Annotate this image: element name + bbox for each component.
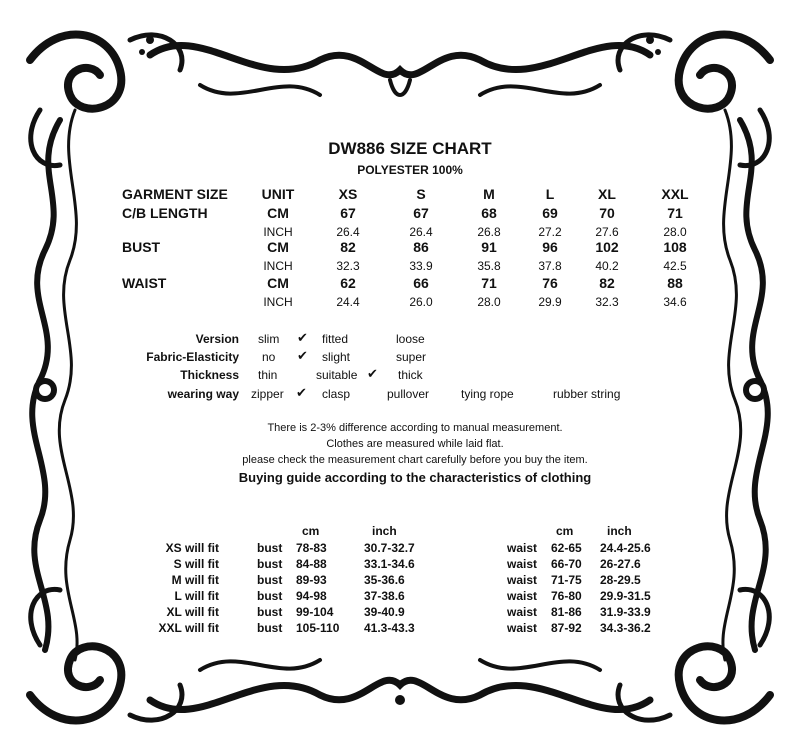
guide-header-inch: inch	[372, 524, 397, 538]
guide-bust-inch: 30.7-32.7	[364, 541, 415, 555]
guide-waist-inch: 29.9-31.5	[600, 589, 651, 603]
guide-header-cm: cm	[302, 524, 320, 538]
table-cell: 28.0	[663, 225, 687, 239]
guide-waist-inch: 31.9-33.9	[600, 605, 651, 619]
guide-bust-label: bust	[257, 589, 283, 603]
header-unit: UNIT	[261, 186, 295, 202]
row-label-cb-length: C/B LENGTH	[122, 205, 208, 221]
guide-waist-cm: 71-75	[551, 573, 582, 587]
table-cell: 67	[340, 205, 356, 221]
table-cell: 34.6	[663, 295, 687, 309]
table-cell: 26.4	[336, 225, 360, 239]
option-slim: slim	[258, 332, 280, 346]
table-cell: 26.8	[477, 225, 501, 239]
check-icon: ✔	[297, 330, 308, 345]
table-cell: 32.3	[595, 295, 619, 309]
option-loose: loose	[396, 332, 425, 346]
guide-waist-inch: 28-29.5	[600, 573, 641, 587]
guide-waist-inch: 26-27.6	[600, 557, 641, 571]
table-cell: 68	[481, 205, 497, 221]
table-cell: 28.0	[477, 295, 501, 309]
guide-size-label: XS will fit	[165, 541, 219, 555]
guide-size-label: S will fit	[173, 557, 219, 571]
guide-bust-cm: 99-104	[296, 605, 334, 619]
row-label-bust: BUST	[122, 239, 161, 255]
table-cell: 42.5	[663, 259, 687, 273]
guide-waist-label: waist	[507, 557, 538, 571]
option-rubber-string: rubber string	[553, 387, 621, 401]
option-slight: slight	[322, 350, 351, 364]
characteristic-label-elasticity: Fabric-Elasticity	[146, 350, 239, 364]
table-cell: 27.2	[538, 225, 562, 239]
check-icon: ✔	[297, 348, 308, 363]
material-label: POLYESTER 100%	[357, 163, 463, 177]
guide-waist-cm: 87-92	[551, 621, 582, 635]
table-cell: 32.3	[336, 259, 360, 273]
table-cell: 62	[340, 275, 356, 291]
option-fitted: fitted	[322, 332, 349, 346]
characteristic-label-wearing-way: wearing way	[167, 387, 239, 401]
note-laid-flat: Clothes are measured while laid flat.	[326, 438, 504, 450]
table-cell: 82	[599, 275, 615, 291]
option-no: no	[262, 350, 276, 364]
header-size-xl: XL	[598, 186, 616, 202]
row-unit: CM	[267, 239, 289, 255]
guide-bust-inch: 33.1-34.6	[364, 557, 415, 571]
option-tying-rope: tying rope	[461, 387, 514, 401]
table-cell: 82	[340, 239, 356, 255]
guide-header-inch-waist: inch	[607, 524, 632, 538]
guide-waist-inch: 34.3-36.2	[600, 621, 651, 635]
guide-bust-inch: 39-40.9	[364, 605, 405, 619]
guide-waist-label: waist	[507, 589, 538, 603]
guide-bust-cm: 78-83	[296, 541, 327, 555]
table-cell: 26.4	[409, 225, 433, 239]
guide-bust-inch: 37-38.6	[364, 589, 405, 603]
check-icon: ✔	[367, 366, 378, 381]
guide-waist-cm: 66-70	[551, 557, 582, 571]
table-cell: 108	[663, 239, 687, 255]
option-thin: thin	[258, 368, 278, 382]
table-cell: 71	[481, 275, 497, 291]
guide-header-cm-waist: cm	[556, 524, 574, 538]
note-check-chart: please check the measurement chart carefully before you buy the item.	[242, 454, 588, 466]
guide-bust-label: bust	[257, 573, 283, 587]
check-icon: ✔	[296, 385, 307, 400]
option-thick: thick	[398, 368, 423, 382]
guide-waist-label: waist	[507, 541, 538, 555]
table-cell: 26.0	[409, 295, 433, 309]
guide-bust-label: bust	[257, 541, 283, 555]
buying-guide-title: Buying guide according to the characteristics of clothing	[238, 470, 592, 485]
table-cell: 40.2	[595, 259, 619, 273]
option-zipper: zipper	[251, 387, 284, 401]
guide-waist-cm: 76-80	[551, 589, 582, 603]
header-size-xxl: XXL	[661, 186, 689, 202]
table-cell: 96	[542, 239, 558, 255]
row-unit: INCH	[263, 225, 293, 239]
guide-size-label: L will fit	[174, 589, 219, 603]
top-scroll	[150, 45, 650, 95]
guide-bust-inch: 35-36.6	[364, 573, 405, 587]
option-pullover: pullover	[387, 387, 430, 401]
guide-bust-label: bust	[257, 557, 283, 571]
table-cell: 69	[542, 205, 558, 221]
row-unit: INCH	[263, 295, 293, 309]
table-cell: 33.9	[409, 259, 433, 273]
table-cell: 88	[667, 275, 683, 291]
table-cell: 91	[481, 239, 497, 255]
table-cell: 71	[667, 205, 683, 221]
header-garment-size: GARMENT SIZE	[122, 186, 228, 202]
row-unit: CM	[267, 205, 289, 221]
characteristic-label-version: Version	[195, 332, 239, 346]
header-size-s: S	[416, 186, 426, 202]
guide-waist-cm: 81-86	[551, 605, 582, 619]
guide-bust-cm: 89-93	[296, 573, 327, 587]
guide-bust-label: bust	[257, 605, 283, 619]
chart-title: DW886 SIZE CHART	[328, 139, 492, 158]
guide-bust-cm: 105-110	[296, 621, 340, 635]
guide-waist-label: waist	[507, 573, 538, 587]
guide-size-label: XXL will fit	[158, 621, 219, 635]
table-cell: 66	[413, 275, 429, 291]
table-cell: 37.8	[538, 259, 562, 273]
guide-bust-cm: 84-88	[296, 557, 327, 571]
table-cell: 76	[542, 275, 558, 291]
table-cell: 86	[413, 239, 429, 255]
table-cell: 27.6	[595, 225, 619, 239]
header-size-l: L	[545, 186, 555, 202]
note-measurement-difference: There is 2-3% difference according to manual measurement.	[267, 422, 563, 434]
guide-waist-cm: 62-65	[551, 541, 582, 555]
row-label-waist: WAIST	[122, 275, 167, 291]
guide-size-label: XL will fit	[166, 605, 219, 619]
guide-bust-label: bust	[257, 621, 283, 635]
option-suitable: suitable	[316, 368, 358, 382]
table-cell: 35.8	[477, 259, 501, 273]
table-cell: 24.4	[336, 295, 360, 309]
guide-bust-cm: 94-98	[296, 589, 327, 603]
row-unit: INCH	[263, 259, 293, 273]
guide-bust-inch: 41.3-43.3	[364, 621, 415, 635]
table-cell: 67	[413, 205, 429, 221]
table-cell: 102	[595, 239, 619, 255]
guide-waist-inch: 24.4-25.6	[600, 541, 651, 555]
option-clasp: clasp	[322, 387, 351, 401]
guide-waist-label: waist	[507, 605, 538, 619]
characteristic-label-thickness: Thickness	[180, 368, 239, 382]
option-super: super	[396, 350, 427, 364]
guide-waist-label: waist	[507, 621, 538, 635]
row-unit: CM	[267, 275, 289, 291]
header-size-xs: XS	[338, 186, 358, 202]
table-cell: 70	[599, 205, 615, 221]
table-cell: 29.9	[538, 295, 562, 309]
corner-bottom-left	[30, 589, 182, 720]
header-size-m: M	[483, 186, 495, 202]
guide-size-label: M will fit	[171, 573, 219, 587]
